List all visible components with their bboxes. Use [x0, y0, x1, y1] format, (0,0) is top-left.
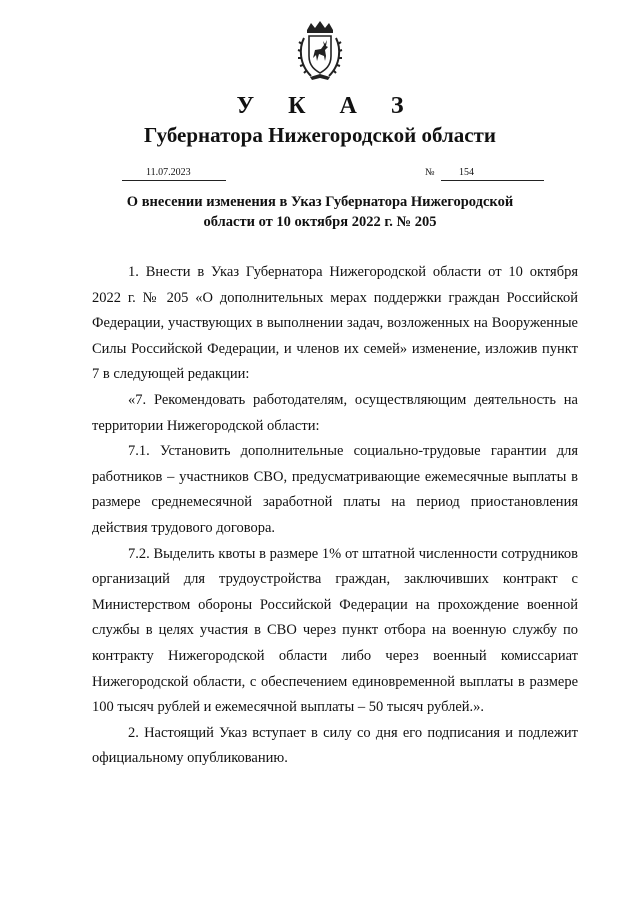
paragraph-7-1: 7.1. Установить дополнительные социально-трудовые гарантии для работников – участников СВО, предусматривающие ежемесячные выплаты в размере среднемесячной заработной платы на период приостановления действия трудового договора. — [92, 443, 578, 536]
coat-of-arms-icon — [297, 20, 343, 82]
document-date — [122, 166, 226, 181]
document-number-value: 154 — [459, 167, 474, 178]
document-type-title: У К А З — [236, 93, 418, 119]
document-number-label: № — [425, 167, 435, 178]
paragraph-1: 1. Внести в Указ Губернатора Нижегородской области от 10 октября 2022 г. № 205 «О дополнительных мерах поддержки граждан Российской Федерации, участвующих в выполнении задач, возложенных на Вооруженные Силы Российской Федерации, и членов их семей» изменение, изложив пункт 7 в следующей редакции: — [92, 264, 578, 383]
issuer-title: Губернатора Нижегородской области — [144, 123, 496, 147]
document-body — [92, 260, 578, 772]
paragraph-7-2: 7.2. Выделить квоты в размере 1% от штатной численности сотрудников организаций для трудоустройства граждан, заключивших контракт с Министерством обороны Российской Федерации на прохождение военной службы в целях участия в СВО через пункт отбора на военную службу по контракту Нижегородской области либо через военный комиссариат Нижегородской области, с обеспечением единовременной выплаты в размере 100 тысяч рублей и ежемесячной выплаты – 50 тысяч рублей.». — [92, 545, 578, 716]
document-date-value: 11.07.2023 — [146, 167, 191, 178]
paragraph-2: 2. Настоящий Указ вступает в силу со дня его подписания и подлежит официальному опубликованию. — [92, 724, 578, 767]
paragraph-7: «7. Рекомендовать работодателям, осуществляющим деятельность на территории Нижегородской области: — [92, 391, 578, 434]
document-subject: О внесении изменения в Указ Губернатора Нижегородской области от 10 октября 2022 г. № 205 — [126, 194, 514, 230]
document-number — [441, 166, 544, 181]
